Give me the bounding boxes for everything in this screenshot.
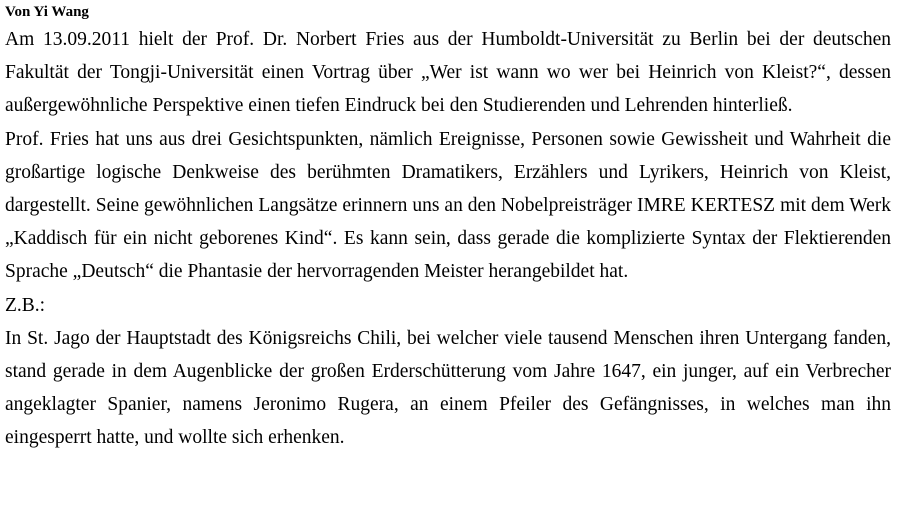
paragraph-quote: In St. Jago der Hauptstadt des Königsreichs Chili, bei welcher viele tausend Menschen ihren Untergang fanden, stand gerade in dem Augenblicke der großen Erderschütterung vom Jahre 1647, ein junger, auf ein Verbrecher angeklagter Spanier, namens Jeronimo Rugera, an einem Pfeiler des Gefängnisses, in welches man ihn eingesperrt hatte, und wollte sich erhenken.: [5, 327, 891, 449]
paragraph-example-label: Z.B.:: [5, 294, 46, 316]
paragraph-analysis: Prof. Fries hat uns aus drei Gesichtspunkten, nämlich Ereignisse, Personen sowie Gewissheit und Wahrheit die großartige logische Denkweise des berühmten Dramatikers, Erzählers und Lyrikers, Heinrich von Kleist, dargestellt. Seine gewöhnlichen Langsätze erinnern uns an den Nobelpreisträger IMRE KERTESZ mit dem Werk „Kaddisch für ein nicht geborenes Kind“. Es kann sein, dass gerade die komplizierte Syntax der Flektierenden Sprache „Deutsch“ die Phantasie der hervorragenden Meister herangebildet hat.: [5, 128, 891, 283]
article: [5, 2, 891, 455]
author-byline: Von Yi Wang: [5, 4, 89, 20]
paragraph-intro: Am 13.09.2011 hielt der Prof. Dr. Norbert Fries aus der Humboldt-Universität zu Berlin bei der deutschen Fakultät der Tongji-Universität einen Vortrag über „Wer ist wann wo wer bei Heinrich von Kleist?“, dessen außergewöhnliche Perspektive einen tiefen Eindruck bei den Studierenden und Lehrenden hinterließ.: [5, 29, 891, 117]
